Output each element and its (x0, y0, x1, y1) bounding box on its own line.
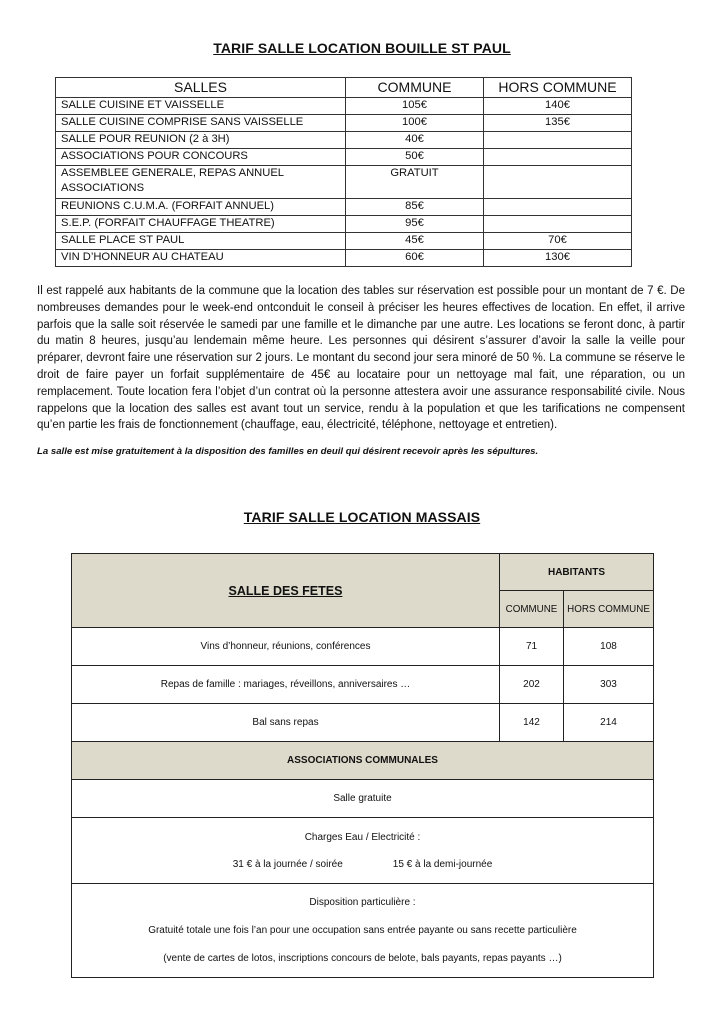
tarif-table-bouille (55, 77, 632, 267)
charges-demi: 15 € à la demi-journée (392, 858, 493, 870)
row-hors: 214 (564, 704, 654, 742)
charges-title: Charges Eau / Electricité : (304, 831, 421, 843)
row-label: Bal sans repas (72, 704, 500, 742)
header-hors-commune: HORS COMMUNE (484, 78, 632, 98)
cell-salle: S.E.P. (FORFAIT CHAUFFAGE THEATRE) (56, 216, 346, 233)
cell-commune: 40€ (346, 132, 484, 149)
disposition-line1: Gratuité totale une fois l’an pour une occupation sans entrée payante ou sans recette particulière (148, 925, 577, 936)
cell-salle: REUNIONS C.U.M.A. (FORFAIT ANNUEL) (56, 199, 346, 216)
cell-salle: SALLE CUISINE COMPRISE SANS VAISSELLE (56, 115, 346, 132)
cell-hors (484, 199, 632, 216)
cell-hors (484, 166, 632, 199)
cell-commune: 100€ (346, 115, 484, 132)
tarif-table-massais (71, 553, 654, 978)
row-commune: 71 (500, 628, 564, 666)
table-row (56, 149, 632, 166)
charges-cell (72, 818, 654, 884)
cell-commune: 105€ (346, 98, 484, 115)
cell-hors (484, 132, 632, 149)
title-massais: TARIF SALLE LOCATION MASSAIS (243, 509, 481, 525)
row-hors: 303 (564, 666, 654, 704)
cell-commune: 60€ (346, 250, 484, 267)
row-label: Repas de famille : mariages, réveillons, anniversaires … (72, 666, 500, 704)
table-row (56, 132, 632, 149)
charges-values (72, 859, 653, 870)
cell-commune: 45€ (346, 233, 484, 250)
cell-hors (484, 216, 632, 233)
cell-commune: 85€ (346, 199, 484, 216)
salle-des-fetes-header: SALLE DES FETES (228, 583, 343, 598)
row-commune: 202 (500, 666, 564, 704)
cell-salle: VIN D’HONNEUR AU CHATEAU (56, 250, 346, 267)
header-commune: COMMUNE (346, 78, 484, 98)
table-row (56, 115, 632, 132)
header-salles: SALLES (56, 78, 346, 98)
cell-hors: 140€ (484, 98, 632, 115)
salle-des-fetes-header-cell (72, 554, 500, 628)
cell-salle: SALLE PLACE ST PAUL (56, 233, 346, 250)
cell-salle: SALLE POUR REUNION (2 à 3H) (56, 132, 346, 149)
cell-salle: ASSOCIATIONS POUR CONCOURS (56, 149, 346, 166)
cell-commune: 95€ (346, 216, 484, 233)
cell-salle: ASSEMBLEE GENERALE, REPAS ANNUEL ASSOCIATIONS (56, 166, 346, 199)
hors-commune-header: HORS COMMUNE (564, 591, 654, 628)
disposition-cell (72, 884, 654, 978)
table-row (72, 628, 654, 666)
table-row (56, 250, 632, 267)
cell-hors: 130€ (484, 250, 632, 267)
info-paragraph: Il est rappelé aux habitants de la commune que la location des tables sur réservation est possible pour un montant de 7 €. De nombreuses demandes pour le week-end ontconduit le conseil à préciser les heures effectives de location. En effet, il arrive parfois que la salle soit réservée le samedi par une famille et le dimanche par une autre. Les locations se feront donc, à partir du matin 8 heures, jusqu’au lendemain même heure. Les personnes qui désirent s’assurer d’avoir la salle la veille pour préparer, devront faire une réservation sur 2 jours. Le montant du second jour sera minoré de 50 %. La commune se réserve le droit de faire payer un forfait supplémentaire de 45€ au locataire pour un nettoyage mal fait, une réparation, ou un remplacement. Toute location fera l’objet d’un contrat où la personne attestera avoir une assurance responsabilité civile. Nous rappelons que la location des salles est avant tout un service, rendu à la population et que les tarifications ne compensent qu’en partie les frais de fonctionnement (chauffage, eau, électricité, téléphone, nettoyage et entretien). (37, 285, 685, 432)
cell-commune: 50€ (346, 149, 484, 166)
cell-hors: 70€ (484, 233, 632, 250)
cell-salle: SALLE CUISINE ET VAISSELLE (56, 98, 346, 115)
table-header-row (56, 78, 632, 98)
salle-gratuite: Salle gratuite (72, 780, 654, 818)
habitants-header: HABITANTS (500, 554, 654, 591)
table-row (56, 98, 632, 115)
charges-journee: 31 € à la journée / soirée (232, 858, 343, 870)
table-row (72, 666, 654, 704)
table-row (56, 233, 632, 250)
cell-hors (484, 149, 632, 166)
disposition-line2: (vente de cartes de lotos, inscriptions concours de belote, bals payants, repas payants …) (163, 953, 562, 964)
disposition-title: Disposition particulière : (309, 897, 416, 908)
table-row (72, 704, 654, 742)
associations-header: ASSOCIATIONS COMMUNALES (72, 742, 654, 780)
note-deuil: La salle est mise gratuitement à la disposition des familles en deuil qui désirent recevoir après les sépultures. (37, 446, 539, 457)
cell-hors: 135€ (484, 115, 632, 132)
table-row (56, 166, 632, 199)
title-bouille: TARIF SALLE LOCATION BOUILLE ST PAUL (213, 40, 511, 56)
cell-commune: GRATUIT (346, 166, 484, 199)
table-row (56, 216, 632, 233)
row-commune: 142 (500, 704, 564, 742)
row-label: Vins d’honneur, réunions, conférences (72, 628, 500, 666)
row-hors: 108 (564, 628, 654, 666)
table-row (56, 199, 632, 216)
commune-header: COMMUNE (500, 591, 564, 628)
